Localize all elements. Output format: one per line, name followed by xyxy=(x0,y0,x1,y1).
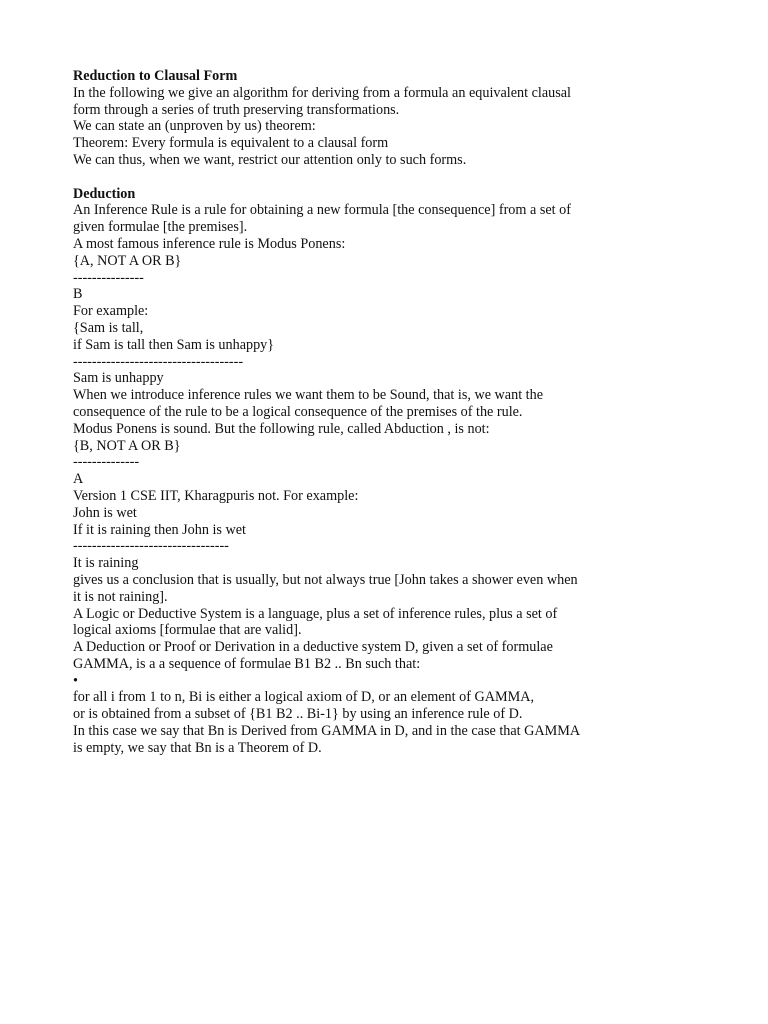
text-line: We can thus, when we want, restrict our attention only to such forms. xyxy=(73,151,467,168)
section-clausal-form-paragraph xyxy=(73,85,693,169)
paragraph-spacer xyxy=(73,169,693,186)
rule-divider: ------------------------------------ xyxy=(73,353,244,370)
example-conclusion: Sam is unhappy xyxy=(73,370,164,387)
section-deduction-paragraph xyxy=(73,202,693,756)
text-line: In the following we give an algorithm for deriving from a formula an equivalent clausal xyxy=(73,84,571,101)
rule-conclusion: B xyxy=(73,286,83,303)
rule-divider: --------------- xyxy=(73,269,144,286)
text-line: GAMMA, is a a sequence of formulae B1 B2 .. Bn such that: xyxy=(73,655,421,672)
text-line: it is not raining]. xyxy=(73,588,168,605)
text-line: consequence of the rule to be a logical consequence of the premises of the rule. xyxy=(73,403,523,420)
text-line: For example: xyxy=(73,303,149,320)
example-premise: John is wet xyxy=(73,504,137,521)
rule-premises: {A, NOT A OR B} xyxy=(73,252,182,269)
text-line: We can state an (unproven by us) theorem: xyxy=(73,118,316,135)
text-line: When we introduce inference rules we want them to be Sound, that is, we want the xyxy=(73,387,544,404)
section-heading-deduction: Deduction xyxy=(73,185,136,202)
rule-premises: {B, NOT A OR B} xyxy=(73,437,181,454)
document-body xyxy=(73,68,693,757)
text-line: A Logic or Deductive System is a language, plus a set of inference rules, plus a set of xyxy=(73,605,558,622)
text-line: Modus Ponens is sound. But the following rule, called Abduction , is not: xyxy=(73,420,490,437)
text-line: gives us a conclusion that is usually, but not always true [John takes a shower even when xyxy=(73,571,578,588)
rule-conclusion: A xyxy=(73,471,84,488)
bullet-marker: • xyxy=(73,672,78,689)
text-line: A Deduction or Proof or Derivation in a deductive system D, given a set of formulae xyxy=(73,639,553,656)
text-line: logical axioms [formulae that are valid]. xyxy=(73,622,302,639)
example-conclusion: It is raining xyxy=(73,555,139,572)
text-line: Theorem: Every formula is equivalent to a clausal form xyxy=(73,135,389,152)
text-line: or is obtained from a subset of {B1 B2 .. Bi-1} by using an inference rule of D. xyxy=(73,706,523,723)
example-premise: if Sam is tall then Sam is unhappy} xyxy=(73,336,275,353)
text-line: Version 1 CSE IIT, Kharagpuris not. For example: xyxy=(73,487,359,504)
text-line: An Inference Rule is a rule for obtaining a new formula [the consequence] from a set of xyxy=(73,202,571,219)
text-line: is empty, we say that Bn is a Theorem of D. xyxy=(73,739,322,756)
text-line: given formulae [the premises]. xyxy=(73,219,248,236)
text-line: In this case we say that Bn is Derived from GAMMA in D, and in the case that GAMMA xyxy=(73,723,581,740)
example-premise: If it is raining then John is wet xyxy=(73,521,246,538)
text-line: A most famous inference rule is Modus Ponens: xyxy=(73,235,346,252)
text-line: for all i from 1 to n, Bi is either a logical axiom of D, or an element of GAMMA, xyxy=(73,689,534,706)
rule-divider: -------------- xyxy=(73,454,140,471)
text-line: form through a series of truth preserving transformations. xyxy=(73,101,400,118)
example-premise: {Sam is tall, xyxy=(73,319,144,336)
rule-divider: --------------------------------- xyxy=(73,538,229,555)
section-heading-clausal-form: Reduction to Clausal Form xyxy=(73,68,238,84)
